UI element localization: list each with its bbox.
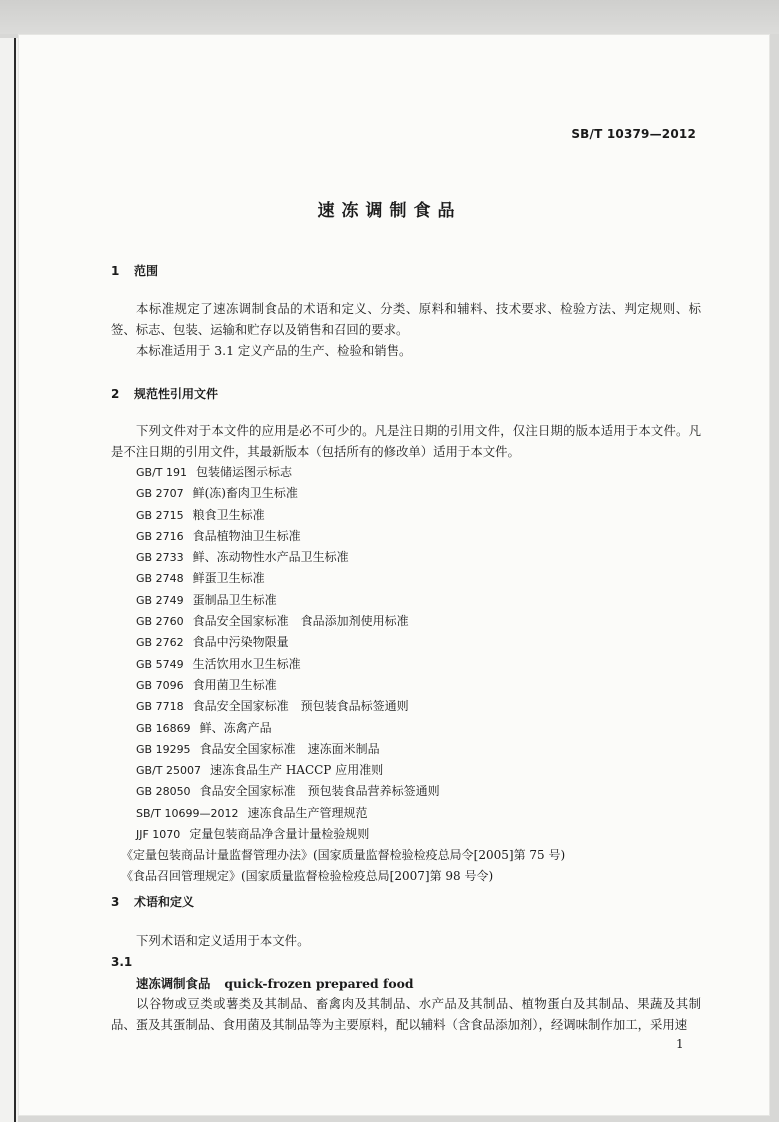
reference-item bbox=[136, 632, 565, 653]
reference-code: GB 7718 bbox=[136, 700, 184, 714]
reference-title: 速冻食品生产 HACCP 应用准则 bbox=[210, 763, 384, 778]
reference-item bbox=[136, 590, 565, 611]
reference-code: GB 2762 bbox=[136, 636, 184, 650]
term-definition: 以谷物或豆类或薯类及其制品、畜禽肉及其制品、水产品及其制品、植物蛋白及其制品、果蔬及其制品、蛋及其蛋制品、食用菌及其制品等为主要原料，配以辅料（含食品添加剂），经调味制作加工，采用速 bbox=[111, 996, 701, 1032]
reference-title: 粮食卫生标准 bbox=[192, 507, 265, 522]
reference-title: 食品安全国家标准 食品添加剂使用标准 bbox=[192, 614, 409, 629]
term-chinese: 速冻调制食品 bbox=[136, 976, 211, 991]
reference-code: GB 7096 bbox=[136, 678, 184, 692]
reference-item bbox=[136, 739, 565, 760]
reference-code: GB 2760 bbox=[136, 615, 184, 629]
reference-title: 鲜(冻)畜肉卫生标准 bbox=[192, 486, 298, 501]
reference-code: GB 5749 bbox=[136, 657, 184, 671]
reference-code: GB 28050 bbox=[136, 785, 191, 799]
document-number: SB/T 10379—2012 bbox=[571, 127, 696, 141]
section-number: 1 bbox=[111, 264, 120, 278]
reference-code: GB/T 191 bbox=[136, 466, 187, 479]
scope-paragraph-1: 本标准规定了速冻调制食品的术语和定义、分类、原料和辅料、技术要求、检验方法、判定规则、标签、标志、包装、运输和贮存以及销售和召回的要求。 bbox=[111, 301, 701, 337]
reference-item bbox=[121, 845, 565, 865]
reference-item bbox=[136, 526, 565, 547]
reference-item bbox=[136, 611, 565, 632]
reference-item bbox=[136, 568, 565, 589]
reference-code: GB/T 25007 bbox=[136, 764, 201, 778]
reference-item bbox=[136, 547, 565, 568]
reference-item bbox=[136, 505, 565, 526]
terms-intro-paragraph: 下列术语和定义适用于本文件。 bbox=[136, 933, 310, 948]
reference-title: 鲜、冻禽产品 bbox=[199, 720, 272, 735]
reference-item bbox=[136, 696, 565, 717]
reference-title: 食品安全国家标准 预包装食品营养标签通则 bbox=[199, 784, 440, 799]
reference-title: 定量包装商品净含量计量检验规则 bbox=[189, 827, 370, 842]
reference-item bbox=[136, 760, 565, 781]
reference-item bbox=[136, 824, 565, 845]
reference-title: 食品中污染物限量 bbox=[192, 635, 289, 650]
reference-title: 《食品召回管理规定》(国家质量监督检验检疫总局[2007]第 98 号令) bbox=[121, 868, 494, 883]
reference-title: 食品安全国家标准 预包装食品标签通则 bbox=[192, 699, 409, 714]
reference-title: 鲜蛋卫生标准 bbox=[192, 571, 265, 586]
reference-code: GB 2733 bbox=[136, 551, 184, 565]
reference-item bbox=[136, 462, 565, 483]
reference-code: GB 2707 bbox=[136, 487, 184, 501]
term-heading bbox=[136, 974, 414, 992]
reference-title: 食品安全国家标准 速冻面米制品 bbox=[199, 741, 380, 756]
scan-top-shadow bbox=[0, 0, 779, 34]
term-number: 3.1 bbox=[111, 955, 133, 969]
reference-code: GB 2715 bbox=[136, 508, 184, 522]
section-heading-scope bbox=[111, 262, 158, 279]
reference-code: GB 2748 bbox=[136, 572, 184, 586]
section-title: 术语和定义 bbox=[134, 895, 195, 909]
reference-item bbox=[121, 866, 565, 886]
reference-code: GB 2749 bbox=[136, 593, 184, 607]
section-title: 规范性引用文件 bbox=[134, 387, 219, 401]
reference-title: 食品植物油卫生标准 bbox=[192, 528, 301, 543]
reference-code: JJF 1070 bbox=[136, 828, 181, 842]
reference-list bbox=[121, 462, 566, 886]
reference-code: SB/T 10699—2012 bbox=[136, 806, 239, 820]
document-title: 速冻调制食品 bbox=[317, 201, 462, 221]
reference-item bbox=[136, 675, 565, 696]
reference-title: 食用菌卫生标准 bbox=[192, 677, 277, 692]
reference-item bbox=[136, 781, 565, 802]
reference-title: 《定量包装商品计量监督管理办法》(国家质量监督检验检疫总局令[2005]第 75 号) bbox=[121, 848, 566, 863]
section-title: 范围 bbox=[134, 264, 159, 278]
term-english: quick-frozen prepared food bbox=[224, 976, 414, 991]
reference-item bbox=[136, 718, 565, 739]
section-heading-normative-references bbox=[111, 385, 218, 402]
reference-code: GB 2716 bbox=[136, 529, 184, 543]
references-intro-paragraph: 下列文件对于本文件的应用是必不可少的。凡是注日期的引用文件，仅注日期的版本适用于本文件。凡是不注日期的引用文件，其最新版本（包括所有的修改单）适用于本文件。 bbox=[111, 423, 701, 459]
reference-code: GB 19295 bbox=[136, 742, 191, 756]
section-number: 2 bbox=[111, 387, 120, 401]
page-number: 1 bbox=[676, 1037, 684, 1051]
reference-code: GB 16869 bbox=[136, 721, 191, 735]
reference-item bbox=[136, 803, 565, 824]
section-heading-terms bbox=[111, 893, 194, 910]
reference-item bbox=[136, 654, 565, 675]
reference-title: 包装储运图示标志 bbox=[196, 465, 293, 479]
reference-title: 蛋制品卫生标准 bbox=[192, 592, 277, 607]
reference-title: 速冻食品生产管理规范 bbox=[247, 805, 368, 820]
reference-item bbox=[136, 483, 565, 504]
section-number: 3 bbox=[111, 895, 120, 909]
reference-title: 生活饮用水卫生标准 bbox=[192, 656, 301, 671]
scope-paragraph-2: 本标准适用于 3.1 定义产品的生产、检验和销售。 bbox=[136, 343, 412, 358]
reference-title: 鲜、冻动物性水产品卫生标准 bbox=[192, 550, 349, 565]
